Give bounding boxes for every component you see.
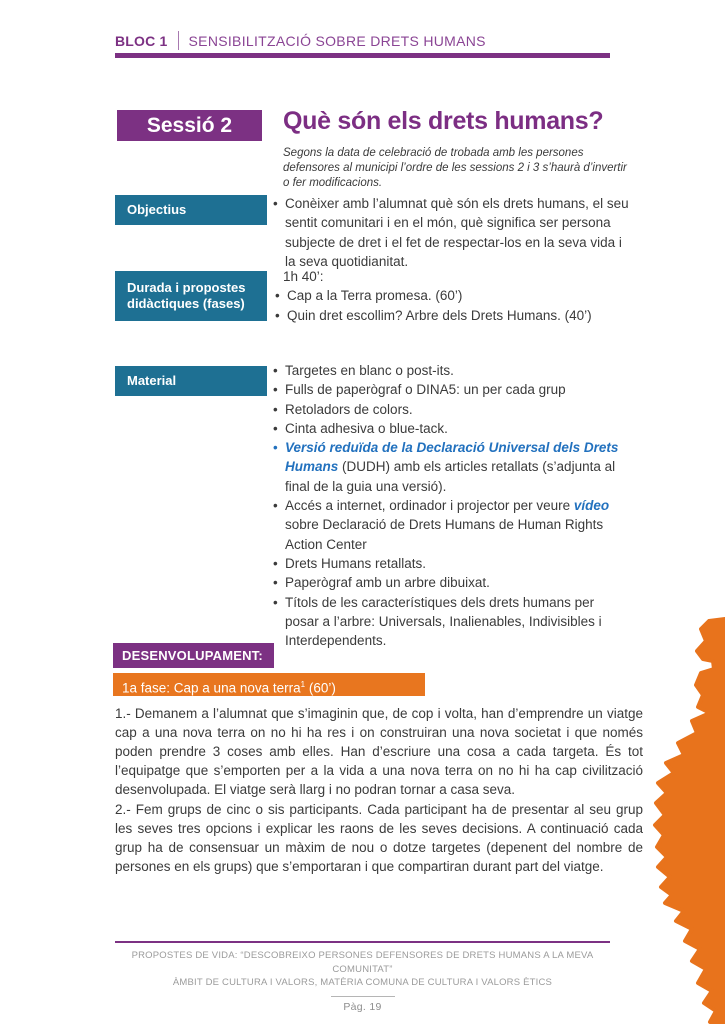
development-heading: DESENVOLUPAMENT:	[122, 648, 263, 663]
material-item	[273, 438, 629, 496]
durada-item: • Cap a la Terra promesa. (60’)	[275, 286, 635, 305]
durada-label: Durada i propostes didàctiques (fases)	[127, 280, 246, 311]
durada-label-box	[115, 271, 267, 321]
orange-brush-graphic	[647, 612, 725, 1024]
objectius-item: • Conèixer amb l’alumnat què són els drets humans, el seu sentit comunitari i en el món, què significa ser persona subjecte de dret i el fet de respectar-los en la seva vida i la seva quotidianitat.	[273, 194, 631, 271]
page-header	[115, 31, 610, 50]
durada-content	[275, 267, 635, 325]
material-item: • Drets Humans retallats.	[273, 554, 629, 573]
footnote-marker: 1	[300, 680, 306, 689]
footer-rule	[115, 941, 610, 943]
phase-1-title: 1a fase: Cap a una nova terra	[122, 680, 301, 696]
page-number: Pàg. 19	[343, 1000, 382, 1013]
objectius-content	[273, 194, 631, 271]
material-item	[273, 496, 629, 554]
material-item: • Fulls de paperògraf o DINA5: un per cada grup	[273, 380, 629, 399]
material-item-text: sobre Declaració de Drets Humans de Human Rights Action Center	[285, 517, 604, 552]
page-footer	[115, 949, 610, 1014]
session-note: Segons la data de celebració de trobada amb les persones defensores al municipi l’ordre de les sessions 2 i 3 s’haurà d’invertir o fer modificacions.	[283, 147, 627, 189]
objectius-label: Objectius	[127, 202, 187, 217]
objectius-label-box	[115, 195, 267, 225]
material-item-text: Accés a internet, ordinador i projector per veure	[285, 498, 574, 514]
step-1-paragraph: 1.- Demanem a l’alumnat que s’imaginin que, de cop i volta, han d’emprendre un viatge cap a una nova terra on no hi ha res i on construiran una nova societat i que només poden prendre 3 coses amb elles. Han d’escriure una cosa a cada targeta. És tot l’equipatge que s’emporten per a la vida a una nova terra on no hi ha cap civilització desenvolupada. El viatge serà llarg i no podran tornar a casa seva.	[115, 706, 643, 797]
material-item: • Targetes en blanc o post-its.	[273, 361, 629, 380]
material-item: • Paperògraf amb un arbre dibuixat.	[273, 573, 629, 592]
footer-mini-rule	[331, 996, 395, 997]
material-item-text: (DUDH) amb els articles retallats (s’adjunta al final de la guia una versió).	[285, 459, 616, 494]
material-label-box	[115, 366, 267, 396]
phase-1-duration: (60’)	[305, 680, 336, 696]
footer-line-1: PROPOSTES DE VIDA: “DESCOBREIXO PERSONES DEFENSORES DE DRETS HUMANS A LA MEVA COMUNITAT”	[131, 950, 594, 975]
header-block-label: BLOC 1	[115, 32, 168, 49]
session-label: Sessió 2	[146, 113, 233, 137]
material-item: • Retoladors de colors.	[273, 400, 629, 419]
durada-item: • Quin dret escollim? Arbre dels Drets Humans. (40’)	[275, 306, 635, 325]
session-title: Què són els drets humans?	[283, 107, 604, 135]
header-separator	[178, 31, 179, 50]
material-label: Material	[127, 373, 177, 388]
durada-intro: 1h 40’:	[283, 269, 324, 284]
material-content	[273, 361, 629, 650]
phase-1-bar	[113, 673, 425, 696]
material-item: • Cinta adhesiva o blue-tack.	[273, 419, 629, 438]
dudh-document-link[interactable]: Versió reduïda de la Declaració Universal dels Drets Humans	[285, 440, 619, 475]
step-2-paragraph: 2.- Fem grups de cinc o sis participants. Cada participant ha de presentar al seu grup les seves tres opcions i explicar les raons de les seves decisions. A continuació cada grup ha de consensuar un màxim de nou o dotze targetes (depenent del nombre de persones en els grups) que s’emportaran i que compartiran durant part del viatge.	[115, 802, 643, 874]
development-heading-box	[113, 643, 274, 668]
header-title: SENSIBILITZACIÓ SOBRE DRETS HUMANS	[188, 32, 486, 49]
session-label-box	[117, 110, 262, 141]
footer-line-2: ÀMBIT DE CULTURA I VALORS, MATÈRIA COMUNA DE CULTURA I VALORS ÈTICS	[172, 977, 553, 988]
material-item: • Títols de les característiques dels drets humans per posar a l’arbre: Universals, Inalienables, Indivisibles i Interdependents.	[273, 593, 629, 651]
header-rule	[115, 53, 610, 58]
video-link[interactable]: vídeo	[573, 498, 610, 514]
